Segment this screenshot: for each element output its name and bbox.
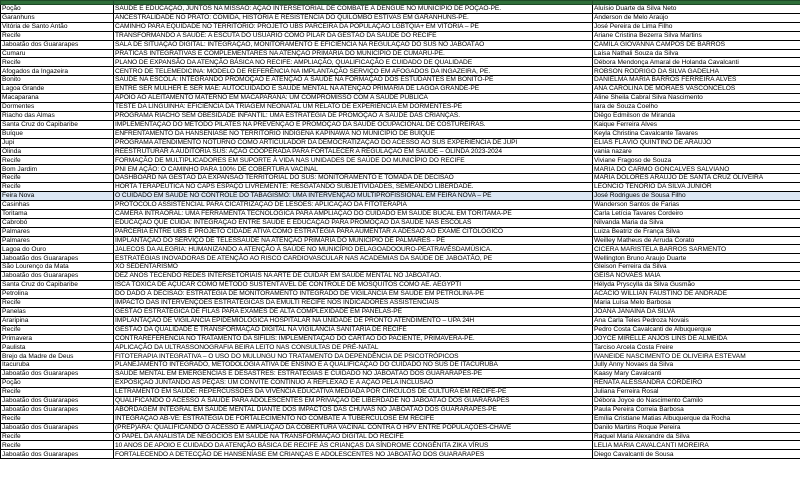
municipality-cell[interactable]: Recife	[1, 31, 114, 40]
project-title-cell[interactable]: PLANEJAMENTO INTEGRADO, METODOLOGIA ATIVA DE ENSINO E A QUALIFICAÇÃO DO CUIDADO NO SUS DE ITACURUBA	[114, 361, 593, 370]
municipality-cell[interactable]: Jupi	[1, 138, 114, 147]
table-row	[1, 307, 800, 316]
project-title-cell[interactable]: ISCA TÓXICA DE AÇÚCAR COMO MÉTODO SUSTENTÁVEL DE CONTROLE DE MOSQUITOS COMO AE. AEGYPTI	[114, 281, 593, 290]
municipality-cell[interactable]: Recife	[1, 156, 114, 165]
table-row	[1, 414, 800, 423]
table-row	[1, 387, 800, 396]
author-cell[interactable]: Maria Luísa Melo Barbosa	[593, 298, 800, 307]
table-row	[1, 432, 800, 441]
table-row	[1, 405, 800, 414]
table-row	[1, 183, 800, 192]
municipality-cell[interactable]: Afogados da Ingazeira	[1, 67, 114, 76]
table-row	[1, 58, 800, 67]
author-cell[interactable]: CAMILA GIOVANNA CAMPOS DE BARROS	[593, 40, 800, 49]
project-title-cell[interactable]: GESTÃO DA QUALIDADE E TRANSFORMAÇÃO DIGITAL NA VIGILÂNCIA SANITÁRIA DE RECIFE	[114, 325, 593, 334]
project-title-cell[interactable]: PNI EM AÇÃO: O CAMINHO PARA 100% DE COBERTURA VACINAL	[114, 165, 593, 174]
table-row	[1, 290, 800, 299]
municipality-cell[interactable]: Itacuruba	[1, 361, 114, 370]
author-cell[interactable]: Pedro Costa Cavalcanti de Albuquerque	[593, 325, 800, 334]
project-title-cell[interactable]: CENTRO DE TELEMEDICINA: MODELO DE REFERÊNCIA NA IMPLANTAÇÃO SERVIÇO EM AFOGADOS DA INGAZEIRA, PE.	[114, 67, 593, 76]
municipality-cell[interactable]: Lagoa do Ouro	[1, 245, 114, 254]
table-row	[1, 343, 800, 352]
table-row	[1, 165, 800, 174]
table-row	[1, 254, 800, 263]
project-title-cell[interactable]: 10 ANOS DE APOIO E CUIDADO DA ATENÇÃO BÁSICA DE RECIFE ÀS CRIANÇAS DA SÍNDROME CONGÊNITA ZIKA VÍRUS	[114, 441, 593, 450]
municipality-cell[interactable]: Vitória de Santo Antão	[1, 22, 114, 31]
project-title-cell[interactable]: IMPLEMENTAÇÃO DO MÉTODO PILATES NA PREVENÇÃO E PROMOÇÃO DA SAÚDE OCUPACIONAL DE COSTUREIRAS.	[114, 120, 593, 129]
municipality-cell[interactable]: Dormentes	[1, 102, 114, 111]
project-title-cell[interactable]: TRANSFORMANDO A SAÚDE: A ESCUTA DO USUÁRIO COMO PILAR DA GESTÃO DA SAÚDE DO RECIFE	[114, 31, 593, 40]
author-cell[interactable]: DANIELMA MARIA BARROS FERREIRA ALVES	[593, 76, 800, 85]
author-cell[interactable]: Diego Cavalcanti de Sousa	[593, 450, 800, 459]
table-row	[1, 281, 800, 290]
table-row	[1, 111, 800, 120]
project-title-cell[interactable]: JALECOS DA ALEGRIA: HUMANIZANDO A ATENÇÃO À SAÚDE NO MUNICÍPIO DELAGOADOOURO-PEATRAVÉSDAMÚSICA.	[114, 245, 593, 254]
table-row	[1, 174, 800, 183]
project-title-cell[interactable]: HORTA TERAPÊUTICA NO CAPS ESPAÇO LIVREMENTE: RESGATANDO SUBJETIVIDADES, SEMEANDO LIBERDADE.	[114, 183, 593, 192]
project-title-cell[interactable]: FORTALECENDO A DETECÇÃO DE HANSENÍASE EM CRIANÇAS E ADOLESCENTES NO JABOATÃO DOS GUARARAPES	[114, 450, 593, 459]
municipality-cell[interactable]: Bom Jardim	[1, 165, 114, 174]
municipality-cell[interactable]: Jaboatão dos Guararapes	[1, 423, 114, 432]
table-row	[1, 94, 800, 103]
author-cell[interactable]: Juliana Ferreira Rosal	[593, 387, 800, 396]
municipality-cell[interactable]: Recife	[1, 298, 114, 307]
table-row	[1, 5, 800, 14]
municipality-cell[interactable]: Feira Nova	[1, 192, 114, 201]
municipality-cell[interactable]: Primavera	[1, 334, 114, 343]
table-row	[1, 31, 800, 40]
project-title-cell[interactable]: PROTOCOLO ASSISTENCIAL PARA CICATRIZAÇÃO DE LESÕES: APLICAÇÃO DA FITOTERAPIA	[114, 200, 593, 209]
author-cell[interactable]: Diêgo Edmilson de Miranda	[593, 111, 800, 120]
author-cell[interactable]: Wellington Bruno Araujo Duarte	[593, 254, 800, 263]
project-title-cell[interactable]: INTEGRAÇÃO AB-VE: ESTRATÉGIA DE FORTALECIMENTO NO COMBATE À TUBERCULOSE EM RECIFE	[114, 414, 593, 423]
author-cell[interactable]: Viviane Fragoso de Souza	[593, 156, 800, 165]
author-cell[interactable]: LELIA MARIA CAVALCANTI MOREIRA	[593, 441, 800, 450]
project-title-cell[interactable]: DEZ ANOS TECENDO REDES INTERSETORIAIS NA ARTE DE CUIDAR EM SAÚDE MENTAL NO JABOATÃO.	[114, 272, 593, 281]
project-title-cell[interactable]: SALA DE SITUAÇÃO DIGITAL: INTEGRAÇÃO, MONITORAMENTO E EFICIÊNCIA NA REGULAÇÃO DO SUS NO JABOATÃO	[114, 40, 593, 49]
project-title-cell[interactable]: CAMINHO PARA EQUIDADE NO TERRITÓRIO: PROJETO UBS PARCEIRA DA POPULAÇÃO LGBTQIA+ EM VITÓRIA – PE	[114, 22, 593, 31]
municipality-cell[interactable]: Recife	[1, 174, 114, 183]
project-title-cell[interactable]: EXPOSIÇÃO JUNTANDO AS PEÇAS: UM CONVITE CONTÍNUO À REFLEXÃO E À AÇÃO PELA INCLUSÃO	[114, 379, 593, 388]
municipality-cell[interactable]: Panelas	[1, 307, 114, 316]
project-title-cell[interactable]: QUALIFICANDO O ACESSO À SAÚDE PARA ADOLESCENTES EM PRIVAÇÃO DE LIBERDADE NO JABOATÃO DOS GUARARAPES	[114, 396, 593, 405]
table-body	[1, 1, 800, 459]
municipality-cell[interactable]: Jaboatão dos Guararapes	[1, 405, 114, 414]
municipality-cell[interactable]: Jaboatão dos Guararapes	[1, 40, 114, 49]
project-title-cell[interactable]: REESTRUTURAR A AUDITORIA SUS: AÇÃO COOPERADA PARA FORTALECER A REGULAÇÃO EM SAÚDE – OLINDA 2023-2024	[114, 147, 593, 156]
table-row	[1, 147, 800, 156]
municipality-cell[interactable]: Paulista	[1, 343, 114, 352]
table-row	[1, 156, 800, 165]
municipality-cell[interactable]: Recife	[1, 183, 114, 192]
municipality-cell[interactable]: Santa Cruz do Capibaribe	[1, 281, 114, 290]
table-row	[1, 209, 800, 218]
project-title-cell[interactable]: GESTÃO ESTRATÉGICA DE FILAS PARA EXAMES DE ALTA COMPLEXIDADE EM PANELAS-PE	[114, 307, 593, 316]
author-cell[interactable]: Nilvanda Maria da Silva	[593, 218, 800, 227]
project-title-cell[interactable]: O CUIDADO EM SAÚDE NO CONTROLE DO TABAGISMO: UMA INTERVENÇÃO MULTIPROFISSIONAL EM FEIRA NOVA – PE	[114, 192, 593, 201]
municipality-cell[interactable]: Buíque	[1, 129, 114, 138]
table-row	[1, 325, 800, 334]
project-title-cell[interactable]: FORMAÇÃO DE MULTIPLICADORES EM SUPORTE À VIDA NAS UNIDADES DE SAÚDE DO MUNICÍPIO DO RECIFE	[114, 156, 593, 165]
author-cell[interactable]: vania nazare	[593, 147, 800, 156]
table-row	[1, 272, 800, 281]
table-row	[1, 67, 800, 76]
project-title-cell[interactable]: EDUCAÇÃO QUE CUIDA: INTEGRAÇÃO ENTRE SAÚDE E EDUCAÇÃO PARA PROMOÇÃO DA SAÚDE NAS ESCOLAS	[114, 218, 593, 227]
project-title-cell[interactable]: CONTRAREFERÊNCIA NO TRATAMENTO DA SÍFILIS: IMPLEMENTAÇÃO DO CARTÃO DO PACIENTE, PRIMAVERA-PE.	[114, 334, 593, 343]
table-row	[1, 85, 800, 94]
author-cell[interactable]: Ana Carla Teles Pedroza Novais	[593, 316, 800, 325]
author-cell[interactable]: Jully Anny Novaes da Silva	[593, 361, 800, 370]
project-title-cell[interactable]: APOIO AO ALEITAMENTO MATERNO EM MACAPARANA: UM COMPROMISSO COM A SAÚDE PÚBLICA	[114, 94, 593, 103]
author-cell[interactable]: ACÁCIO WILLIAN FAUSTINO DE ANDRADE	[593, 290, 800, 299]
project-title-cell[interactable]: TESTE DA LINGUINHA: EFICIÊNCIA DA TRIAGEM NEONATAL UM RELATO DE EXPERIÊNCIA EM DORMENTES-PE	[114, 102, 593, 111]
author-cell[interactable]: Danilo Martins Roque Pereira	[593, 423, 800, 432]
municipality-cell[interactable]: Recife	[1, 441, 114, 450]
table-row	[1, 245, 800, 254]
project-title-cell[interactable]: (PREP)ARA: QUALIFICANDO O ACESSO E AMPLIAÇÃO DA COBERTURA VACINAL CONTRA O HPV ENTRE POPULAÇÕES-CHAVE	[114, 423, 593, 432]
table-row	[1, 236, 800, 245]
municipality-cell[interactable]: Recife	[1, 325, 114, 334]
project-title-cell[interactable]: ENFRENTAMENTO DA HANSENÍASE NO TERRITÓRIO INDÍGENA KAPINAWÁ NO MUNICÍPIO DE BUÍQUE	[114, 129, 593, 138]
project-title-cell[interactable]: ABORDAGEM INTEGRAL EM SAÚDE MENTAL DIANTE DOS IMPACTOS DAS CHUVAS NO JABOATÃO DOS GUARARAPES-PE	[114, 405, 593, 414]
author-cell[interactable]: JOANA JANAÍNA DA SILVA	[593, 307, 800, 316]
author-cell[interactable]: Laísa Nathali Souza da Silva	[593, 49, 800, 58]
project-title-cell[interactable]: SAÚDE NA ESCOLA: INTEGRANDO PROMOÇÃO E ATENÇÃO À SAÚDE NA FORMAÇÃO DOS ESTUDANTES EM BONITO-PE	[114, 76, 593, 85]
author-cell[interactable]: RENATA ALESSANDRA CORDEIRO	[593, 379, 800, 388]
table-row	[1, 316, 800, 325]
project-title-cell[interactable]: PLANO DE EXPANSÃO DA ATENÇÃO BÁSICA NO RECIFE: AMPLIAÇÃO, QUALIFICAÇÃO E CUIDADO DE QUALIDADE	[114, 58, 593, 67]
table-row	[1, 76, 800, 85]
author-cell[interactable]: José Rodrigues de Sousa Filho	[593, 192, 800, 201]
municipality-cell[interactable]: Riacho das Almas	[1, 111, 114, 120]
author-cell[interactable]: JOYCE MIRELLE ANJOS LINS DE ALMEIDA	[593, 334, 800, 343]
table-row	[1, 192, 800, 201]
municipality-cell[interactable]: Toritama	[1, 209, 114, 218]
municipality-cell[interactable]: Recife	[1, 387, 114, 396]
author-cell[interactable]: Débora Joyce do Nascimento Camilo	[593, 396, 800, 405]
table-row	[1, 370, 800, 379]
author-cell[interactable]: Tarciso Arcela Costa Freire	[593, 343, 800, 352]
project-title-cell[interactable]: SAÚDE MENTAL EM EMERGÊNCIAS E DESASTRES: ESTRATÉGIAS E CUIDADO NO JABOATÃO DOS GUARARAPES-PE	[114, 370, 593, 379]
municipality-cell[interactable]: Macaparana	[1, 94, 114, 103]
project-title-cell[interactable]: ESTRATÉGIAS INOVADORAS DE ATENÇÃO AO RISCO CARDIOVASCULAR NAS ACADEMIAS DA SAÚDE DE JABOATÃO, PE	[114, 254, 593, 263]
table-row	[1, 361, 800, 370]
project-title-cell[interactable]: APLICAÇÃO DA ULTRASSONOGRAFIA BEIRA LEITO NAS CONSULTAS DE PRÉ-NATAL	[114, 343, 593, 352]
table-row	[1, 352, 800, 361]
project-title-cell[interactable]: PROGRAMA ATENDIMENTO NOTURNO COMO ARTICULADOR DA DEMOCRATIZAÇÃO DO ACESSO AO SUS EXPERIÊNCIA DE JUPI	[114, 138, 593, 147]
author-cell[interactable]: CICERA MARISTELA BARROS SARMENTO	[593, 245, 800, 254]
table-row	[1, 200, 800, 209]
author-cell[interactable]: Kaique Ferreira Alves	[593, 120, 800, 129]
table-row	[1, 263, 800, 272]
author-cell[interactable]: ELIAS FLÁVIO QUINTINO DE ARAÚJO	[593, 138, 800, 147]
author-cell[interactable]: LEONCIO TENORIO DA SILVA JUNIOR	[593, 183, 800, 192]
municipality-cell[interactable]: Cumaru	[1, 49, 114, 58]
project-title-cell[interactable]: O PAPEL DA ANALISTA DE NEGÓCIOS EM SAÚDE NA TRANSFORMAÇÃO DIGITAL DO RECIFE	[114, 432, 593, 441]
table-row	[1, 423, 800, 432]
project-title-cell[interactable]: ANCESTRALIDADE NO PRATO: COMIDA, HISTÓRIA E RESISTÊNCIA DO QUILOMBO ESTIVAS EM GARANHUNS-PE.	[114, 13, 593, 22]
author-cell[interactable]: José Pereira de Lima Filho	[593, 22, 800, 31]
municipality-cell[interactable]: Bonito	[1, 76, 114, 85]
table-row	[1, 298, 800, 307]
author-cell[interactable]: Keyla Christina Cavalcante Tavares	[593, 129, 800, 138]
author-cell[interactable]: Weilley Matheus de Arruda Corato	[593, 236, 800, 245]
author-cell[interactable]: Aluísio Duarte da Silva Neto	[593, 5, 800, 14]
municipality-cell[interactable]: Jaboatão dos Guararapes	[1, 396, 114, 405]
author-cell[interactable]: Carla Letícia Tavares Cordeiro	[593, 209, 800, 218]
table-row	[1, 129, 800, 138]
table-row	[1, 334, 800, 343]
table-row	[1, 441, 800, 450]
project-title-cell[interactable]: FITOTERAPIA INTEGRATIVA – O USO DO MULUNGU NO TRATAMENTO DA DEPENDÊNCIA DE PSICOTRÓPICOS	[114, 352, 593, 361]
municipality-cell[interactable]: Jaboatão dos Guararapes	[1, 450, 114, 459]
table-row	[1, 120, 800, 129]
municipality-cell[interactable]: Casinhas	[1, 200, 114, 209]
project-title-cell[interactable]: CÂMERA INTRAORAL: UMA FERRAMENTA TECNOLÓGICA PARA AMPLIAÇÃO DO CUIDADO EM SAÚDE BUCAL EM TORITAMA-PE	[114, 209, 593, 218]
author-cell[interactable]: Hélyda Pryscylla da Silva Gusmão	[593, 281, 800, 290]
municipality-cell[interactable]: Jaboatão dos Guararapes	[1, 272, 114, 281]
municipality-cell[interactable]: Petrolina	[1, 290, 114, 299]
municipality-cell[interactable]: Jaboatão dos Guararapes	[1, 254, 114, 263]
author-cell[interactable]: Paula Pereira Correia Barbosa	[593, 405, 800, 414]
municipality-cell[interactable]: Garanhuns	[1, 13, 114, 22]
author-cell[interactable]: IVANEIDE NASCIMENTO DE OLIVEIRA ESTEVAM	[593, 352, 800, 361]
municipality-cell[interactable]: Santa Cruz do Capibaribe	[1, 120, 114, 129]
table-row	[1, 138, 800, 147]
author-cell[interactable]: Kaasy Mary Cavalcanti	[593, 370, 800, 379]
project-title-cell[interactable]: PARCERIA ENTRE UBS E PROJETO CIDADE ATIVA COMO ESTRATÉGIA PARA AUMENTAR A ADESÃO AO EXAME CITOLÓGICO	[114, 227, 593, 236]
municipality-cell[interactable]: Lagoa Grande	[1, 85, 114, 94]
municipality-cell[interactable]: Recife	[1, 58, 114, 67]
author-cell[interactable]: Emília Cristiane Matias Albuquerque da Rocha	[593, 414, 800, 423]
author-cell[interactable]: MARIA DO CARMO GONCALVES SALVIANO	[593, 165, 800, 174]
author-cell[interactable]: Gleison Ferreira da Silva	[593, 263, 800, 272]
table-row	[1, 227, 800, 236]
author-cell[interactable]: ROBSON RODRIGO DA SILVA GADELHA	[593, 67, 800, 76]
table-row	[1, 22, 800, 31]
table-row	[1, 13, 800, 22]
table-row	[1, 218, 800, 227]
municipality-cell[interactable]: Palmares	[1, 236, 114, 245]
author-cell[interactable]: Aline Sheila Cabral Silva Nascimento	[593, 94, 800, 103]
project-title-cell[interactable]: PRÁTICAS INTEGRATIVAS E COMPLEMENTARES NA ATENÇÃO PRIMÁRIA DO MUNICÍPIO DE CUMARU-PE.	[114, 49, 593, 58]
author-cell[interactable]: ANA CAROLINA DE MORAES VASCONCELOS	[593, 85, 800, 94]
municipality-cell[interactable]: Recife	[1, 432, 114, 441]
municipality-cell[interactable]: Jaboatão dos Guararapes	[1, 370, 114, 379]
author-cell[interactable]: Ariane Cristina Bezerra Silva Martins	[593, 31, 800, 40]
author-cell[interactable]: GEISA NOVAES MAIA	[593, 272, 800, 281]
table-row	[1, 49, 800, 58]
municipality-cell[interactable]: Poção	[1, 379, 114, 388]
author-cell[interactable]: Anderson de Melo Araújo	[593, 13, 800, 22]
author-cell[interactable]: Luiza Beatriz de França Silva	[593, 227, 800, 236]
author-cell[interactable]: Wanderson Santos de Farias	[593, 200, 800, 209]
author-cell[interactable]: Raquel Maria Alexandre da Silva	[593, 432, 800, 441]
project-title-cell[interactable]: IMPLANTAÇÃO DO SERVIÇO DE TELESSAÚDE NA ATENÇÃO PRIMÁRIA DO MUNICÍPIO DE PALMARES - PE	[114, 236, 593, 245]
author-cell[interactable]: MARIA DOLORES ARAÚJO DE SANTA CRUZ OLIVEIRA	[593, 174, 800, 183]
table-row	[1, 40, 800, 49]
project-title-cell[interactable]: DO DADO À DECISÃO: ESTRATÉGIA DE MONITORAMENTO INTEGRADO DE VIGILÂNCIA EM SAÚDE EM PETROLINA-PE	[114, 290, 593, 299]
project-title-cell[interactable]: ENTRE SER MULHER E SER MÃE: AUTOCUIDADO E SAÚDE MENTAL NA ATENÇÃO PRIMÁRIA DE LAGOA GRANDE-PE	[114, 85, 593, 94]
municipality-cell[interactable]: Recife	[1, 414, 114, 423]
municipality-cell[interactable]: Araripina	[1, 316, 114, 325]
author-cell[interactable]: Débora Mendonça Amaral de Holanda Cavalcanti	[593, 58, 800, 67]
project-title-cell[interactable]: SAÚDE E EDUCAÇÃO, JUNTOS NA MISSÃO: AÇÃO INTERSETORIAL DE COMBATE À DENGUE NO MUNICÍPIO DE POÇÃO-PE.	[114, 5, 593, 14]
table-row	[1, 102, 800, 111]
municipality-cell[interactable]: Olinda	[1, 147, 114, 156]
project-title-cell[interactable]: IMPACTO DAS INTERVENÇÕES ESTRATÉGICAS DA EMULTI RECIFE NOS INDICADORES ASSISTENCIAIS	[114, 298, 593, 307]
project-title-cell[interactable]: LETRAMENTO EM SAÚDE: REPERCUSSÕES DA VIVÊNCIA EDUCATIVA MEDIADA POR CÍRCULOS DE CULTURA EM RECIFE-PE	[114, 387, 593, 396]
project-title-cell[interactable]: XÔ SEDENTARISMO	[114, 263, 593, 272]
project-title-cell[interactable]: IMPLANTAÇÃO DE VIGILÂNCIA EPIDEMIOLÓGICA HOSPITALAR NA UNIDADE DE PRONTO ATENDIMENTO – UPA 24H	[114, 316, 593, 325]
municipality-cell[interactable]: Cabrobó	[1, 218, 114, 227]
table-row	[1, 450, 800, 459]
municipality-cell[interactable]: Poção	[1, 5, 114, 14]
table-row	[1, 379, 800, 388]
project-title-cell[interactable]: DASHBOARD NA GESTÃO DA EXPANSÃO TERRITORIAL DO SUS: MONITORAMENTO E TOMADA DE DECISÃO	[114, 174, 593, 183]
table-row	[1, 396, 800, 405]
author-cell[interactable]: Iara de Souza Coelho	[593, 102, 800, 111]
municipality-cell[interactable]: São Lourenço da Mata	[1, 263, 114, 272]
municipality-cell[interactable]: Brejo da Madre de Deus	[1, 352, 114, 361]
municipality-cell[interactable]: Palmares	[1, 227, 114, 236]
project-title-cell[interactable]: PROGRAMA RIACHO SEM OBESIDADE INFANTIL: UMA ESTRATÉGIA DE PROMOÇÃO À SAÚDE DAS CRIANÇAS.	[114, 111, 593, 120]
